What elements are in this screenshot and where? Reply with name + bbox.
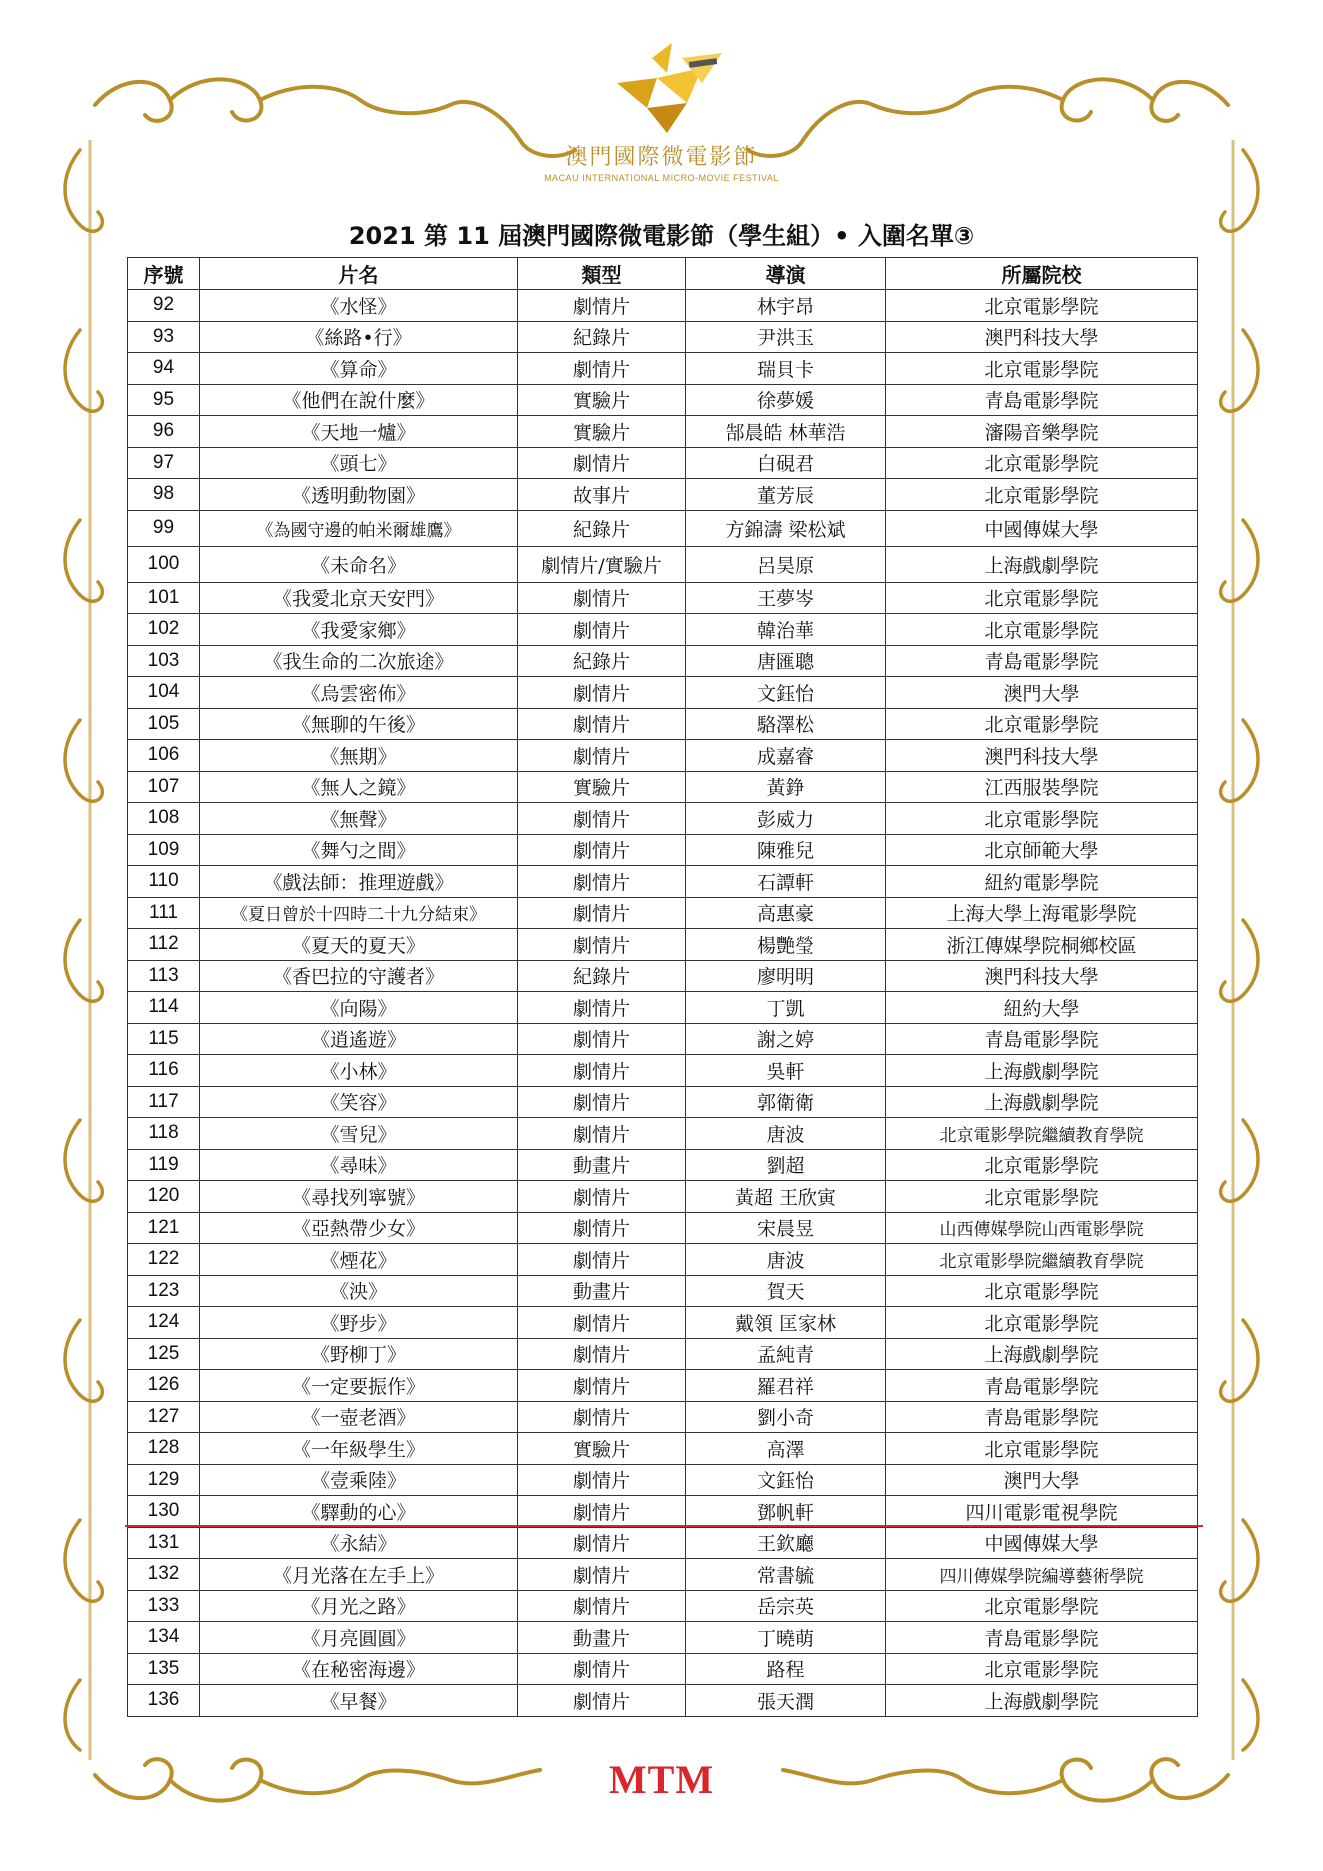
cell-film-title: 《早餐》 bbox=[200, 1685, 518, 1717]
festival-logo bbox=[0, 38, 1323, 183]
highlight-underline bbox=[125, 1525, 1203, 1527]
cell-school: 瀋陽音樂學院 bbox=[886, 416, 1198, 448]
logo-english-name: MACAU INTERNATIONAL MICRO-MOVIE FESTIVAL bbox=[544, 173, 779, 183]
cell-director: 瑞貝卡 bbox=[686, 353, 886, 385]
cell-school: 四川傳媒學院編導藝術學院 bbox=[886, 1559, 1198, 1591]
nominee-table-container bbox=[127, 257, 1197, 1717]
cell-number: 97 bbox=[128, 447, 200, 479]
cell-number: 122 bbox=[128, 1244, 200, 1276]
table-row bbox=[128, 1401, 1198, 1433]
table-row bbox=[128, 929, 1198, 961]
cell-film-title: 《在秘密海邊》 bbox=[200, 1653, 518, 1685]
table-row bbox=[128, 1118, 1198, 1150]
cell-number: 120 bbox=[128, 1181, 200, 1213]
table-row bbox=[128, 708, 1198, 740]
cell-genre: 劇情片 bbox=[518, 1244, 686, 1276]
cell-director: 劉超 bbox=[686, 1149, 886, 1181]
cell-school: 上海戲劇學院 bbox=[886, 1086, 1198, 1118]
table-row bbox=[128, 353, 1198, 385]
table-row bbox=[128, 645, 1198, 677]
cell-school: 澳門科技大學 bbox=[886, 960, 1198, 992]
table-row bbox=[128, 321, 1198, 353]
cell-number: 103 bbox=[128, 645, 200, 677]
cell-director: 楊艷瑩 bbox=[686, 929, 886, 961]
cell-number: 115 bbox=[128, 1023, 200, 1055]
cell-director: 陳雅兒 bbox=[686, 834, 886, 866]
cell-genre: 劇情片 bbox=[518, 803, 686, 835]
cell-school: 北京電影學院繼續教育學院 bbox=[886, 1244, 1198, 1276]
cell-school: 上海戲劇學院 bbox=[886, 546, 1198, 582]
table-row bbox=[128, 1055, 1198, 1087]
cell-number: 113 bbox=[128, 960, 200, 992]
cell-number: 114 bbox=[128, 992, 200, 1024]
cell-school: 北京電影學院 bbox=[886, 1590, 1198, 1622]
cell-film-title: 《未命名》 bbox=[200, 546, 518, 582]
table-row bbox=[128, 1212, 1198, 1244]
header-director: 導演 bbox=[686, 258, 886, 290]
cell-film-title: 《月亮圓圓》 bbox=[200, 1622, 518, 1654]
cell-director: 唐匯聰 bbox=[686, 645, 886, 677]
cell-genre: 動畫片 bbox=[518, 1149, 686, 1181]
table-row bbox=[128, 1338, 1198, 1370]
cell-school: 紐約大學 bbox=[886, 992, 1198, 1024]
table-row bbox=[128, 803, 1198, 835]
cell-school: 北京電影學院 bbox=[886, 1653, 1198, 1685]
cell-school: 青島電影學院 bbox=[886, 1622, 1198, 1654]
cell-number: 99 bbox=[128, 510, 200, 546]
cell-director: 文鈺怡 bbox=[686, 1464, 886, 1496]
cell-school: 北京電影學院 bbox=[886, 1307, 1198, 1339]
cell-school: 上海戲劇學院 bbox=[886, 1055, 1198, 1087]
table-row bbox=[128, 1590, 1198, 1622]
cell-director: 劉小奇 bbox=[686, 1401, 886, 1433]
cell-school: 北京電影學院 bbox=[886, 479, 1198, 511]
cell-genre: 劇情片 bbox=[518, 614, 686, 646]
cell-director: 呂昊原 bbox=[686, 546, 886, 582]
cell-genre: 劇情片 bbox=[518, 1559, 686, 1591]
cell-film-title: 《雪兒》 bbox=[200, 1118, 518, 1150]
cell-genre: 劇情片 bbox=[518, 1118, 686, 1150]
cell-film-title: 《無人之鏡》 bbox=[200, 771, 518, 803]
cell-genre: 動畫片 bbox=[518, 1622, 686, 1654]
cell-film-title: 《戲法師：推理遊戲》 bbox=[200, 866, 518, 898]
cell-film-title: 《尋味》 bbox=[200, 1149, 518, 1181]
cell-number: 131 bbox=[128, 1527, 200, 1559]
header-school: 所屬院校 bbox=[886, 258, 1198, 290]
cell-genre: 劇情片 bbox=[518, 740, 686, 772]
cell-school: 北京電影學院 bbox=[886, 1275, 1198, 1307]
cell-school: 中國傳媒大學 bbox=[886, 1527, 1198, 1559]
table-row bbox=[128, 992, 1198, 1024]
cell-director: 宋晨昱 bbox=[686, 1212, 886, 1244]
cell-genre: 劇情片 bbox=[518, 1181, 686, 1213]
cell-director: 路程 bbox=[686, 1653, 886, 1685]
header-number: 序號 bbox=[128, 258, 200, 290]
cell-director: 林宇昂 bbox=[686, 290, 886, 322]
cell-director: 謝之婷 bbox=[686, 1023, 886, 1055]
cell-genre: 實驗片 bbox=[518, 416, 686, 448]
cell-number: 128 bbox=[128, 1433, 200, 1465]
cell-genre: 劇情片 bbox=[518, 1023, 686, 1055]
cell-film-title: 《我愛家鄉》 bbox=[200, 614, 518, 646]
cell-number: 100 bbox=[128, 546, 200, 582]
table-row bbox=[128, 1023, 1198, 1055]
cell-number: 135 bbox=[128, 1653, 200, 1685]
cell-school: 北京電影學院繼續教育學院 bbox=[886, 1118, 1198, 1150]
cell-director: 吳軒 bbox=[686, 1055, 886, 1087]
cell-film-title: 《為國守邊的帕米爾雄鷹》 bbox=[200, 510, 518, 546]
cell-film-title: 《香巴拉的守護者》 bbox=[200, 960, 518, 992]
cell-director: 郭衛衛 bbox=[686, 1086, 886, 1118]
cell-film-title: 《算命》 bbox=[200, 353, 518, 385]
table-row bbox=[128, 1496, 1198, 1528]
cell-film-title: 《笑容》 bbox=[200, 1086, 518, 1118]
cell-director: 方錦濤 梁松斌 bbox=[686, 510, 886, 546]
cell-film-title: 《他們在說什麼》 bbox=[200, 384, 518, 416]
cell-director: 高澤 bbox=[686, 1433, 886, 1465]
table-row bbox=[128, 582, 1198, 614]
cell-school: 北京電影學院 bbox=[886, 582, 1198, 614]
cell-director: 唐波 bbox=[686, 1118, 886, 1150]
cell-number: 112 bbox=[128, 929, 200, 961]
cell-genre: 劇情片 bbox=[518, 1401, 686, 1433]
cell-number: 116 bbox=[128, 1055, 200, 1087]
cell-genre: 劇情片 bbox=[518, 353, 686, 385]
cell-school: 浙江傳媒學院桐鄉校區 bbox=[886, 929, 1198, 961]
cell-director: 黃超 王欣寅 bbox=[686, 1181, 886, 1213]
cell-genre: 劇情片 bbox=[518, 897, 686, 929]
table-row bbox=[128, 1653, 1198, 1685]
cell-film-title: 《泱》 bbox=[200, 1275, 518, 1307]
cell-school: 四川電影電視學院 bbox=[886, 1496, 1198, 1528]
cell-number: 125 bbox=[128, 1338, 200, 1370]
nominee-table bbox=[127, 257, 1198, 1717]
cell-film-title: 《無期》 bbox=[200, 740, 518, 772]
cell-director: 常書毓 bbox=[686, 1559, 886, 1591]
cell-number: 118 bbox=[128, 1118, 200, 1150]
cell-number: 92 bbox=[128, 290, 200, 322]
cell-director: 丁凱 bbox=[686, 992, 886, 1024]
cell-director: 王夢岑 bbox=[686, 582, 886, 614]
cell-director: 鄧帆軒 bbox=[686, 1496, 886, 1528]
cell-director: 丁曉萌 bbox=[686, 1622, 886, 1654]
cell-number: 93 bbox=[128, 321, 200, 353]
cell-genre: 實驗片 bbox=[518, 771, 686, 803]
cell-number: 123 bbox=[128, 1275, 200, 1307]
table-row bbox=[128, 866, 1198, 898]
table-row bbox=[128, 740, 1198, 772]
cell-film-title: 《向陽》 bbox=[200, 992, 518, 1024]
table-row bbox=[128, 1559, 1198, 1591]
table-row bbox=[128, 1086, 1198, 1118]
cell-genre: 紀錄片 bbox=[518, 321, 686, 353]
cell-school: 北京電影學院 bbox=[886, 1433, 1198, 1465]
table-row bbox=[128, 546, 1198, 582]
table-row bbox=[128, 614, 1198, 646]
cell-school: 青島電影學院 bbox=[886, 1023, 1198, 1055]
cell-genre: 劇情片 bbox=[518, 1653, 686, 1685]
table-row bbox=[128, 290, 1198, 322]
cell-film-title: 《透明動物園》 bbox=[200, 479, 518, 511]
cell-genre: 劇情片 bbox=[518, 1527, 686, 1559]
table-row bbox=[128, 771, 1198, 803]
cell-number: 127 bbox=[128, 1401, 200, 1433]
cell-film-title: 《亞熱帶少女》 bbox=[200, 1212, 518, 1244]
cell-genre: 紀錄片 bbox=[518, 645, 686, 677]
table-row bbox=[128, 1685, 1198, 1717]
cell-genre: 劇情片 bbox=[518, 834, 686, 866]
table-row bbox=[128, 1464, 1198, 1496]
cell-number: 95 bbox=[128, 384, 200, 416]
cell-number: 105 bbox=[128, 708, 200, 740]
cell-genre: 劇情片 bbox=[518, 582, 686, 614]
cell-school: 山西傳媒學院山西電影學院 bbox=[886, 1212, 1198, 1244]
cell-number: 134 bbox=[128, 1622, 200, 1654]
cell-school: 北京電影學院 bbox=[886, 803, 1198, 835]
cell-school: 青島電影學院 bbox=[886, 1370, 1198, 1402]
cell-film-title: 《絲路•行》 bbox=[200, 321, 518, 353]
cell-film-title: 《一定要振作》 bbox=[200, 1370, 518, 1402]
cell-director: 高惠豪 bbox=[686, 897, 886, 929]
cell-director: 成嘉睿 bbox=[686, 740, 886, 772]
table-row bbox=[128, 1244, 1198, 1276]
cell-genre: 劇情片 bbox=[518, 929, 686, 961]
cell-film-title: 《頭七》 bbox=[200, 447, 518, 479]
cell-film-title: 《天地一爐》 bbox=[200, 416, 518, 448]
cell-director: 石譚軒 bbox=[686, 866, 886, 898]
cell-number: 117 bbox=[128, 1086, 200, 1118]
cell-director: 尹洪玉 bbox=[686, 321, 886, 353]
cell-school: 青島電影學院 bbox=[886, 645, 1198, 677]
cell-director: 黃錚 bbox=[686, 771, 886, 803]
cell-film-title: 《我生命的二次旅途》 bbox=[200, 645, 518, 677]
cell-number: 101 bbox=[128, 582, 200, 614]
cell-genre: 劇情片 bbox=[518, 1055, 686, 1087]
cell-genre: 劇情片 bbox=[518, 1496, 686, 1528]
table-row bbox=[128, 1370, 1198, 1402]
cell-film-title: 《烏雲密佈》 bbox=[200, 677, 518, 709]
cell-genre: 劇情片 bbox=[518, 290, 686, 322]
cell-school: 青島電影學院 bbox=[886, 1401, 1198, 1433]
cell-director: 白硯君 bbox=[686, 447, 886, 479]
cell-director: 文鈺怡 bbox=[686, 677, 886, 709]
cell-film-title: 《舞勺之間》 bbox=[200, 834, 518, 866]
cell-number: 107 bbox=[128, 771, 200, 803]
cell-number: 133 bbox=[128, 1590, 200, 1622]
cell-number: 102 bbox=[128, 614, 200, 646]
cell-school: 青島電影學院 bbox=[886, 384, 1198, 416]
cell-number: 98 bbox=[128, 479, 200, 511]
cell-school: 澳門大學 bbox=[886, 1464, 1198, 1496]
cell-film-title: 《小林》 bbox=[200, 1055, 518, 1087]
cell-school: 澳門大學 bbox=[886, 677, 1198, 709]
cell-film-title: 《尋找列寧號》 bbox=[200, 1181, 518, 1213]
cell-genre: 劇情片 bbox=[518, 1590, 686, 1622]
cell-school: 江西服裝學院 bbox=[886, 771, 1198, 803]
cell-genre: 劇情片 bbox=[518, 866, 686, 898]
table-row bbox=[128, 416, 1198, 448]
table-row bbox=[128, 1527, 1198, 1559]
table-header-row bbox=[128, 258, 1198, 290]
cell-number: 104 bbox=[128, 677, 200, 709]
table-row bbox=[128, 1433, 1198, 1465]
cell-director: 王欽廳 bbox=[686, 1527, 886, 1559]
cell-school: 北京電影學院 bbox=[886, 614, 1198, 646]
cell-genre: 劇情片 bbox=[518, 1307, 686, 1339]
footer-brand: MTM bbox=[608, 1757, 715, 1802]
cell-film-title: 《無聊的午後》 bbox=[200, 708, 518, 740]
cell-director: 孟純青 bbox=[686, 1338, 886, 1370]
cell-film-title: 《夏日曾於十四時二十九分結束》 bbox=[200, 897, 518, 929]
cell-number: 126 bbox=[128, 1370, 200, 1402]
table-row bbox=[128, 1149, 1198, 1181]
cell-director: 賀天 bbox=[686, 1275, 886, 1307]
cell-film-title: 《一壺老酒》 bbox=[200, 1401, 518, 1433]
table-row bbox=[128, 479, 1198, 511]
cell-director: 韓治華 bbox=[686, 614, 886, 646]
cell-genre: 紀錄片 bbox=[518, 960, 686, 992]
cell-genre: 劇情片 bbox=[518, 1370, 686, 1402]
cell-film-title: 《無聲》 bbox=[200, 803, 518, 835]
cell-number: 96 bbox=[128, 416, 200, 448]
header-genre: 類型 bbox=[518, 258, 686, 290]
cell-film-title: 《我愛北京天安門》 bbox=[200, 582, 518, 614]
cell-number: 121 bbox=[128, 1212, 200, 1244]
cell-genre: 動畫片 bbox=[518, 1275, 686, 1307]
cell-genre: 劇情片 bbox=[518, 1685, 686, 1717]
cell-director: 徐夢媛 bbox=[686, 384, 886, 416]
cell-director: 羅君祥 bbox=[686, 1370, 886, 1402]
table-row bbox=[128, 960, 1198, 992]
cell-film-title: 《逍遙遊》 bbox=[200, 1023, 518, 1055]
cell-director: 董芳辰 bbox=[686, 479, 886, 511]
cell-genre: 劇情片 bbox=[518, 992, 686, 1024]
cell-genre: 故事片 bbox=[518, 479, 686, 511]
cell-number: 119 bbox=[128, 1149, 200, 1181]
golden-bird-icon bbox=[597, 38, 727, 138]
cell-film-title: 《野步》 bbox=[200, 1307, 518, 1339]
cell-school: 北京電影學院 bbox=[886, 1149, 1198, 1181]
cell-genre: 劇情片 bbox=[518, 1464, 686, 1496]
table-row bbox=[128, 834, 1198, 866]
cell-genre: 實驗片 bbox=[518, 1433, 686, 1465]
table-row bbox=[128, 447, 1198, 479]
cell-number: 109 bbox=[128, 834, 200, 866]
logo-chinese-name: 澳門國際微電影節 bbox=[565, 145, 758, 170]
cell-film-title: 《壹乘陸》 bbox=[200, 1464, 518, 1496]
cell-school: 北京電影學院 bbox=[886, 447, 1198, 479]
cell-number: 129 bbox=[128, 1464, 200, 1496]
cell-film-title: 《月光之路》 bbox=[200, 1590, 518, 1622]
cell-director: 駱澤松 bbox=[686, 708, 886, 740]
cell-number: 111 bbox=[128, 897, 200, 929]
cell-school: 北京電影學院 bbox=[886, 1181, 1198, 1213]
table-row bbox=[128, 1181, 1198, 1213]
cell-number: 124 bbox=[128, 1307, 200, 1339]
table-row bbox=[128, 510, 1198, 546]
cell-director: 張天潤 bbox=[686, 1685, 886, 1717]
cell-genre: 實驗片 bbox=[518, 384, 686, 416]
cell-number: 110 bbox=[128, 866, 200, 898]
cell-number: 136 bbox=[128, 1685, 200, 1717]
table-row bbox=[128, 897, 1198, 929]
cell-school: 上海戲劇學院 bbox=[886, 1338, 1198, 1370]
cell-director: 岳宗英 bbox=[686, 1590, 886, 1622]
cell-school: 澳門科技大學 bbox=[886, 321, 1198, 353]
cell-number: 130 bbox=[128, 1496, 200, 1528]
cell-school: 北京電影學院 bbox=[886, 708, 1198, 740]
cell-genre: 劇情片 bbox=[518, 1338, 686, 1370]
cell-genre: 紀錄片 bbox=[518, 510, 686, 546]
page-title: 2021 第 11 屆澳門國際微電影節（學生組）• 入圍名單③ bbox=[348, 222, 975, 250]
cell-film-title: 《煙花》 bbox=[200, 1244, 518, 1276]
cell-director: 唐波 bbox=[686, 1244, 886, 1276]
cell-film-title: 《夏天的夏天》 bbox=[200, 929, 518, 961]
cell-film-title: 《永結》 bbox=[200, 1527, 518, 1559]
cell-film-title: 《野柳丁》 bbox=[200, 1338, 518, 1370]
cell-film-title: 《水怪》 bbox=[200, 290, 518, 322]
cell-genre: 劇情片 bbox=[518, 447, 686, 479]
cell-film-title: 《驛動的心》 bbox=[200, 1496, 518, 1528]
cell-school: 中國傳媒大學 bbox=[886, 510, 1198, 546]
cell-number: 106 bbox=[128, 740, 200, 772]
cell-school: 北京師範大學 bbox=[886, 834, 1198, 866]
header-film-title: 片名 bbox=[200, 258, 518, 290]
cell-school: 澳門科技大學 bbox=[886, 740, 1198, 772]
cell-director: 戴領 匡家林 bbox=[686, 1307, 886, 1339]
cell-school: 上海大學上海電影學院 bbox=[886, 897, 1198, 929]
cell-film-title: 《月光落在左手上》 bbox=[200, 1559, 518, 1591]
cell-director: 廖明明 bbox=[686, 960, 886, 992]
table-row bbox=[128, 677, 1198, 709]
cell-genre: 劇情片 bbox=[518, 1086, 686, 1118]
cell-director: 彭威力 bbox=[686, 803, 886, 835]
table-row bbox=[128, 384, 1198, 416]
cell-genre: 劇情片/實驗片 bbox=[518, 546, 686, 582]
cell-number: 94 bbox=[128, 353, 200, 385]
cell-school: 北京電影學院 bbox=[886, 290, 1198, 322]
cell-number: 132 bbox=[128, 1559, 200, 1591]
table-row bbox=[128, 1275, 1198, 1307]
cell-genre: 劇情片 bbox=[518, 677, 686, 709]
table-row bbox=[128, 1307, 1198, 1339]
cell-school: 北京電影學院 bbox=[886, 353, 1198, 385]
cell-director: 郜晨皓 林華浩 bbox=[686, 416, 886, 448]
cell-school: 上海戲劇學院 bbox=[886, 1685, 1198, 1717]
cell-film-title: 《一年級學生》 bbox=[200, 1433, 518, 1465]
cell-school: 紐約電影學院 bbox=[886, 866, 1198, 898]
cell-number: 108 bbox=[128, 803, 200, 835]
table-row bbox=[128, 1622, 1198, 1654]
cell-genre: 劇情片 bbox=[518, 1212, 686, 1244]
cell-genre: 劇情片 bbox=[518, 708, 686, 740]
